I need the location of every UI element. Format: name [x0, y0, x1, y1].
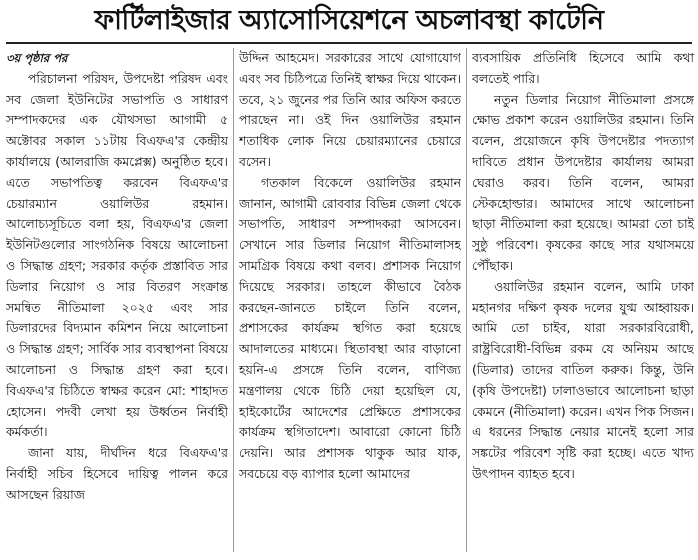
cropped-next-article-edge [6, 553, 692, 560]
continued-from-line [6, 48, 228, 69]
article-paragraph: পরিচালনা পরিষদ, উপদেষ্টা পরিষদ এবং সব জেলা ইউনিটের সভাপতি ও সাধারণ সম্পাদকদের এক যৌথসভা আগামী ৫ অক্টোবর সকাল ১১টায় বিএফএ'র কেন্দ্রীয় কার্যালয়ে (আলরাজি কমপ্লেক্স) অনুষ্ঠিত হবে। এতে সভাপতিত্ব করবেন বিএফএ'র চেয়ারম্যান ওয়ালিউর রহমান। আলোচ্যসূচিতে বলা হয়, বিএফএ'র জেলা ইউনিটগুলোর সাংগঠনিক বিষয়ে আলোচনা ও সিদ্ধান্ত গ্রহণ; সরকার কর্তৃক প্রস্তাবিত সার ডিলার নিয়োগ ও সার বিতরণ সংক্রান্ত সমন্বিত নীতিমালা ২০২৫ এবং সার ডিলারদের বিদ্যমান কমিশন নিয়ে আলোচনা ও সিদ্ধান্ত গ্রহণ; সার্বিক সার ব্যবস্থাপনা বিষয়ে আলোচনা ও সিদ্ধান্ত গ্রহণ করা হবে। বিএফএ'র চিঠিতে স্বাক্ষর করেন মো: শাহাদত হোসেন। পদবী লেখা হয় উর্ধ্বতন নির্বাহী কর্মকর্তা। [6, 70, 228, 440]
article-column-1 [6, 48, 228, 552]
article-paragraph: ওয়ালিউর রহমান বলেন, আমি ঢাকা মহানগর দক্ষিণ কৃষক দলের যুগ্ম আহ্বায়ক। আমি তো চাইব, যারা সরকারবিরোধী, রাষ্ট্রবিরোধী-বিভিন্ন রকম যে অনিয়ম আছে (ডিলার) তাদের বাতিল করুক। কিন্তু, উনি (কৃষি উপদেষ্টা) ঢালাওভাবে আলোচনা ছাড়া কেমনে (নীতিমালা) করেন। এখন পিক সিজন। এ ধরনের সিদ্ধান্ত নেয়ার মানেই হলো সার সঙ্কটের পরিবেশ সৃষ্টি করা হচ্ছে। এতে খাদ্য উৎপাদন ব্যাহত হবে। [472, 278, 694, 481]
article-paragraph: গতকাল বিকেলে ওয়ালিউর রহমান জানান, আগামী রোববার বিভিন্ন জেলা থেকে সভাপতি, সাধারণ সম্পাদকরা আসবেন। সেখানে সার ডিলার নিয়োগ নীতিমালাসহ সামগ্রিক বিষয়ে কথা বলব। প্রশাসক নিয়োগ দিয়েছে সরকার। তাহলে কীভাবে বৈঠক করছেন-জানতে চাইলে তিনি বলেন, প্রশাসকের কার্যক্রম স্থগিত করা হয়েছে আদালতের মাধ্যমে। স্থিতাবস্থা আর বাড়ানো হয়নি-এ প্রসঙ্গে তিনি বলেন, বাণিজ্য মন্ত্রণালয় থেকে চিঠি দেয়া হয়েছিল যে, হাইকোর্টের আদেশের প্রেক্ষিতে প্রশাসকের কার্যক্রম স্থগিতাদেশ। আবারো কোনো চিঠি দেয়নি। আর প্রশাসক থাকুক আর যাক, সবচেয়ে বড় ব্যাপার হলো আমাদের [239, 174, 461, 481]
headline-rule [6, 42, 692, 44]
article-column-2 [239, 48, 461, 552]
column-divider [466, 48, 467, 552]
article-column-3 [472, 48, 694, 552]
article-body [6, 48, 694, 552]
article-paragraph: জানা যায়, দীর্ঘদিন ধরে বিএফএ'র নির্বাহী সচিব হিসেবে দায়িত্ব পালন করে আসছেন রিয়াজ [6, 445, 228, 502]
column-divider [233, 48, 234, 552]
article-headline: ফার্টিলাইজার অ্যাসোসিয়েশনে অচলাবস্থা কাটেনি [94, 5, 604, 36]
article-paragraph: ব্যবসায়িক প্রতিনিধি হিসেবে আমি কথা বলতেই পারি। [472, 50, 694, 86]
article-paragraph: নতুন ডিলার নিয়োগ নীতিমালা প্রসঙ্গে ক্ষোভ প্রকাশ করেন ওয়ালিউর রহমান। তিনি বলেন, প্রয়োজনে কৃষি উপদেষ্টার পদত্যাগ দাবিতে প্রধান উপদেষ্টার কার্যালয় আমরা ঘেরাও করব। তিনি বলেন, আমরা স্টেকহোল্ডার। আমাদের সাথে আলোচনা ছাড়া নীতিমালা করা হয়েছে। আমরা তো চাই সুষ্ঠু পরিবেশ। কৃষকের কাছে সার যথাসময়ে পৌঁছাক। [472, 91, 694, 273]
continued-from-label: ৩য় পৃষ্ঠার পর [6, 51, 68, 65]
article-paragraph: উদ্দিন আহমেদ। সরকারের সাথে যোগাযোগ এবং সব চিঠিপত্রে তিনিই স্বাক্ষর দিয়ে থাকেন। তবে, ২১ জুনের পর তিনি আর অফিস করতে পারছেন না। ওই দিন ওয়ালিউর রহমান শতাধিক লোক নিয়ে চেয়ারম্যানের চেয়ারে বসেন। [239, 50, 461, 169]
